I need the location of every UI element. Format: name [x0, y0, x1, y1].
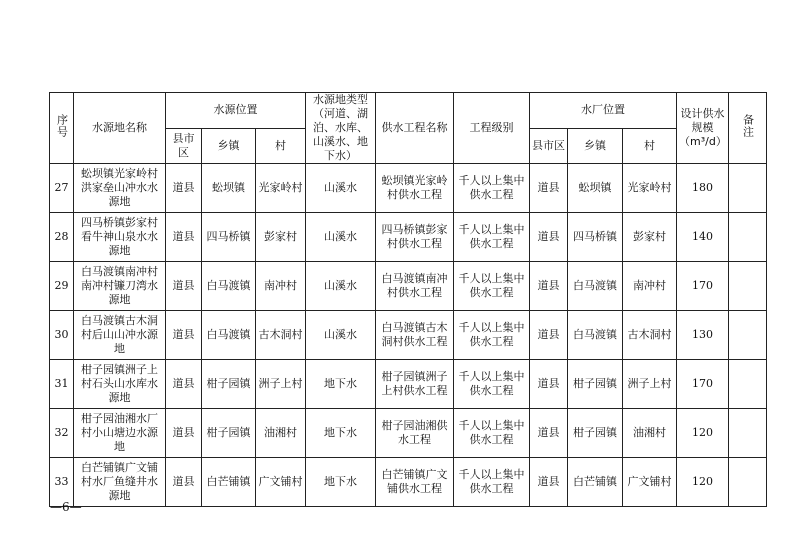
header-town: 乡镇 — [202, 128, 256, 164]
page-number: —6— — [50, 500, 82, 514]
cell-remark — [729, 262, 767, 311]
cell-plant-county: 道县 — [530, 458, 568, 507]
cell-plant-town: 柑子园镇 — [568, 360, 623, 409]
cell-town: 四马桥镇 — [202, 213, 256, 262]
table-row — [50, 213, 767, 262]
cell-remark — [729, 458, 767, 507]
cell-seq: 32 — [50, 409, 74, 458]
cell-plant-county: 道县 — [530, 360, 568, 409]
cell-source-name: 四马桥镇彭家村看牛神山泉水水源地 — [74, 213, 166, 262]
cell-remark — [729, 409, 767, 458]
cell-capacity: 170 — [677, 262, 729, 311]
cell-town: 白芒铺镇 — [202, 458, 256, 507]
cell-plant-village: 古木洞村 — [623, 311, 677, 360]
cell-county: 道县 — [166, 409, 202, 458]
cell-project-level: 千人以上集中供水工程 — [454, 164, 530, 213]
cell-village: 洲子上村 — [256, 360, 306, 409]
cell-project-name: 白芒铺镇广文铺供水工程 — [376, 458, 454, 507]
cell-source-name: 白马渡镇南冲村南冲村镰刀湾水源地 — [74, 262, 166, 311]
cell-capacity: 120 — [677, 458, 729, 507]
cell-county: 道县 — [166, 262, 202, 311]
cell-remark — [729, 213, 767, 262]
cell-plant-village: 彭家村 — [623, 213, 677, 262]
cell-seq: 29 — [50, 262, 74, 311]
cell-capacity: 130 — [677, 311, 729, 360]
cell-town: 柑子园镇 — [202, 409, 256, 458]
cell-source-name: 柑子园油湘水厂村小山塘边水源地 — [74, 409, 166, 458]
header-seq: 序号 — [50, 93, 74, 164]
cell-project-name: 白马渡镇古木洞村供水工程 — [376, 311, 454, 360]
water-source-table — [49, 92, 767, 507]
cell-town: 蚣坝镇 — [202, 164, 256, 213]
header-project-name: 供水工程名称 — [376, 93, 454, 164]
cell-project-name: 四马桥镇彭家村供水工程 — [376, 213, 454, 262]
cell-plant-town: 白芒铺镇 — [568, 458, 623, 507]
cell-project-level: 千人以上集中供水工程 — [454, 311, 530, 360]
cell-town: 白马渡镇 — [202, 262, 256, 311]
cell-source-name: 柑子园镇洲子上村石头山水库水源地 — [74, 360, 166, 409]
cell-village: 彭家村 — [256, 213, 306, 262]
table-row — [50, 262, 767, 311]
cell-plant-county: 道县 — [530, 311, 568, 360]
cell-capacity: 180 — [677, 164, 729, 213]
cell-plant-village: 油湘村 — [623, 409, 677, 458]
cell-seq: 33 — [50, 458, 74, 507]
cell-capacity: 140 — [677, 213, 729, 262]
cell-project-level: 千人以上集中供水工程 — [454, 458, 530, 507]
table-row — [50, 360, 767, 409]
cell-town: 柑子园镇 — [202, 360, 256, 409]
cell-plant-town: 柑子园镇 — [568, 409, 623, 458]
cell-plant-village: 南冲村 — [623, 262, 677, 311]
cell-remark — [729, 164, 767, 213]
header-source-name: 水源地名称 — [74, 93, 166, 164]
cell-plant-county: 道县 — [530, 164, 568, 213]
header-plant-town: 乡镇 — [568, 128, 623, 164]
header-plant-location: 水厂位置 — [530, 93, 677, 129]
header-capacity: 设计供水规模（m³/d） — [677, 93, 729, 164]
cell-source-type: 山溪水 — [306, 213, 376, 262]
cell-project-name: 蚣坝镇光家岭村供水工程 — [376, 164, 454, 213]
cell-county: 道县 — [166, 164, 202, 213]
cell-plant-town: 蚣坝镇 — [568, 164, 623, 213]
cell-village: 光家岭村 — [256, 164, 306, 213]
header-plant-village: 村 — [623, 128, 677, 164]
table-row — [50, 164, 767, 213]
cell-seq: 27 — [50, 164, 74, 213]
cell-plant-county: 道县 — [530, 213, 568, 262]
cell-county: 道县 — [166, 213, 202, 262]
cell-plant-village: 广文铺村 — [623, 458, 677, 507]
cell-seq: 31 — [50, 360, 74, 409]
cell-source-name: 白马渡镇古木洞村后山山冲水源地 — [74, 311, 166, 360]
cell-source-type: 地下水 — [306, 409, 376, 458]
cell-source-type: 山溪水 — [306, 262, 376, 311]
cell-remark — [729, 360, 767, 409]
header-project-level: 工程级别 — [454, 93, 530, 164]
cell-seq: 28 — [50, 213, 74, 262]
header-county: 县市区 — [166, 128, 202, 164]
cell-county: 道县 — [166, 458, 202, 507]
cell-project-level: 千人以上集中供水工程 — [454, 213, 530, 262]
cell-plant-village: 洲子上村 — [623, 360, 677, 409]
cell-source-name: 白芒铺镇广文铺村水厂鱼缝井水源地 — [74, 458, 166, 507]
cell-source-type: 地下水 — [306, 458, 376, 507]
cell-village: 古木洞村 — [256, 311, 306, 360]
header-village: 村 — [256, 128, 306, 164]
cell-plant-town: 四马桥镇 — [568, 213, 623, 262]
cell-seq: 30 — [50, 311, 74, 360]
table-row — [50, 458, 767, 507]
cell-plant-town: 白马渡镇 — [568, 262, 623, 311]
cell-plant-town: 白马渡镇 — [568, 311, 623, 360]
cell-project-level: 千人以上集中供水工程 — [454, 262, 530, 311]
cell-county: 道县 — [166, 360, 202, 409]
cell-capacity: 170 — [677, 360, 729, 409]
cell-county: 道县 — [166, 311, 202, 360]
header-source-location: 水源位置 — [166, 93, 306, 129]
table-row — [50, 409, 767, 458]
table-row — [50, 311, 767, 360]
cell-project-level: 千人以上集中供水工程 — [454, 360, 530, 409]
cell-project-level: 千人以上集中供水工程 — [454, 409, 530, 458]
header-remark: 备注 — [729, 93, 767, 164]
cell-plant-county: 道县 — [530, 409, 568, 458]
header-source-type: 水源地类型（河道、湖泊、水库、山溪水、地下水） — [306, 93, 376, 164]
cell-project-name: 柑子园油湘供水工程 — [376, 409, 454, 458]
cell-village: 南冲村 — [256, 262, 306, 311]
cell-project-name: 柑子园镇洲子上村供水工程 — [376, 360, 454, 409]
cell-village: 油湘村 — [256, 409, 306, 458]
cell-source-name: 蚣坝镇光家岭村洪家垒山冲水水源地 — [74, 164, 166, 213]
cell-capacity: 120 — [677, 409, 729, 458]
cell-project-name: 白马渡镇南冲村供水工程 — [376, 262, 454, 311]
cell-town: 白马渡镇 — [202, 311, 256, 360]
header-plant-county: 县市区 — [530, 128, 568, 164]
cell-source-type: 地下水 — [306, 360, 376, 409]
cell-plant-county: 道县 — [530, 262, 568, 311]
cell-remark — [729, 311, 767, 360]
cell-source-type: 山溪水 — [306, 311, 376, 360]
cell-village: 广文铺村 — [256, 458, 306, 507]
cell-plant-village: 光家岭村 — [623, 164, 677, 213]
cell-source-type: 山溪水 — [306, 164, 376, 213]
